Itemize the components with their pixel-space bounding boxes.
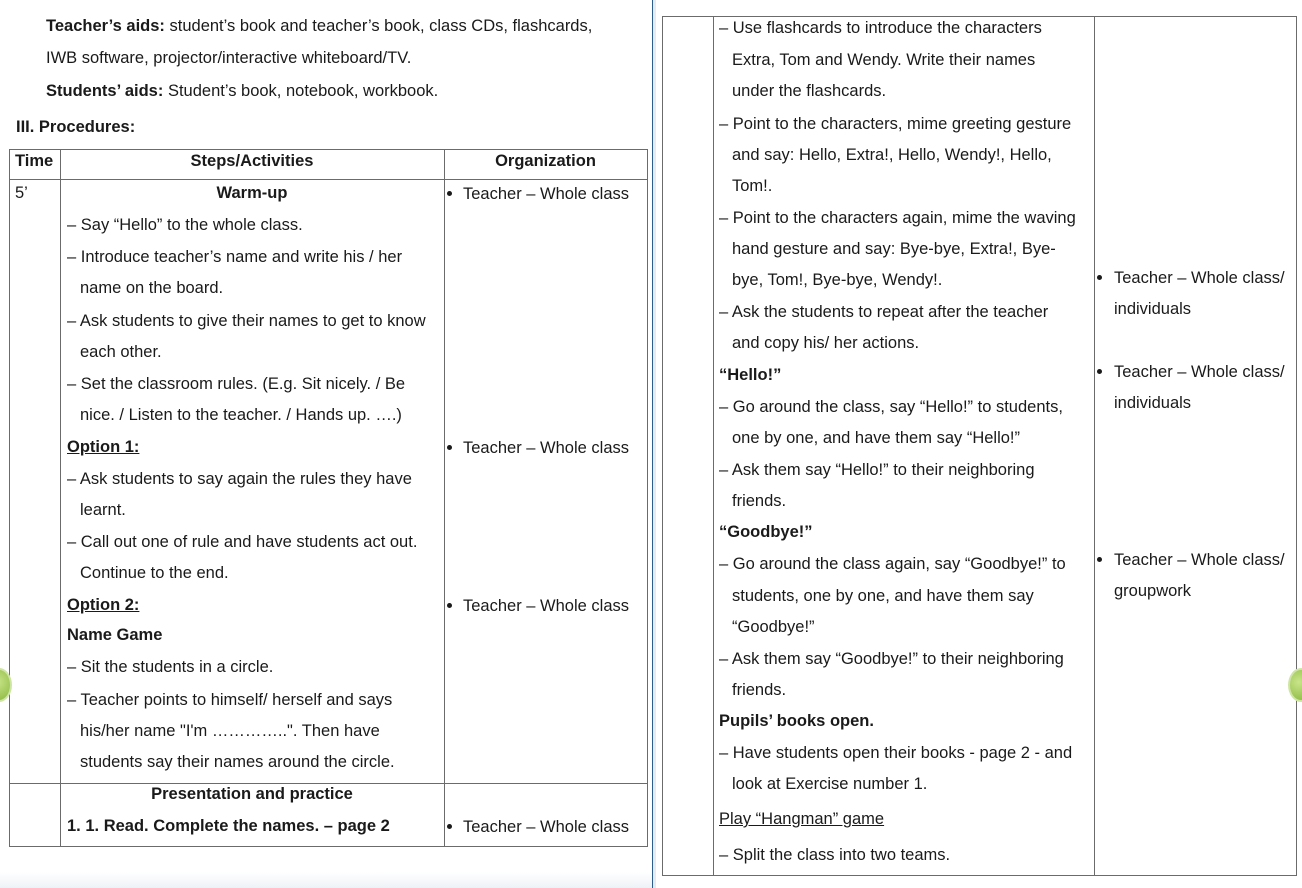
teacher-aids-line-1 [46,16,592,36]
presentation-heading: Presentation and practice [151,785,353,803]
activity-line: nice. / Listen to the teacher. / Hands up. ….) [80,406,402,424]
activity-line: students say their names around the circle. [80,753,395,771]
activity-line: – Ask the students to repeat after the teacher [719,303,1049,321]
activity-line: Continue to the end. [80,564,229,582]
organization-cell: Teacher – Whole class/ [1114,269,1285,287]
pupils-books-heading: Pupils’ books open. [719,712,874,730]
organization-cell: Teacher – Whole class [463,818,629,836]
activity-line: each other. [80,343,162,361]
option-2-heading: Option 2: [67,596,140,614]
bullet-icon [447,603,452,608]
activity-line: – Ask students to say again the rules they have [67,470,412,488]
activity-line: – Ask them say “Goodbye!” to their neighboring [719,650,1064,668]
activity-line: – Call out one of rule and have students act out. [67,533,418,551]
students-aids-label: Students’ aids: [46,82,164,100]
organization-cell: groupwork [1114,582,1192,600]
activity-line: hand gesture and say: Bye-bye, Extra!, Bye- [732,240,1056,258]
bullet-icon [447,824,452,829]
organization-cell: Teacher – Whole class/ [1114,363,1285,381]
warmup-heading: Warm-up [216,184,288,202]
activity-line: name on the board. [80,279,224,297]
name-game-heading: Name Game [67,626,163,644]
organization-cell: Teacher – Whole class/ [1114,551,1285,569]
activity-line: – Go around the class again, say “Goodbye!” to [719,555,1066,573]
activity-line: under the flashcards. [732,82,887,100]
activity-line: Tom!. [732,177,773,195]
activity-line: – Ask students to give their names to get to know [67,312,426,330]
header-organization: Organization [495,152,596,170]
activity-line: Extra, Tom and Wendy. Write their names [732,51,1036,69]
activity-line: and copy his/ her actions. [732,334,920,352]
activity-line: – Point to the characters again, mime the waving [719,209,1076,227]
activity-line: “Goodbye!” [732,618,815,636]
activity-line: – Point to the characters, mime greeting gesture [719,115,1072,133]
organization-cell: Teacher – Whole class [463,597,629,615]
header-steps: Steps/Activities [190,152,314,170]
bullet-icon [447,191,452,196]
bullet-icon [1097,275,1102,280]
students-aids-line [46,81,438,101]
hangman-heading: Play “Hangman” game [719,810,885,828]
time-cell: 5’ [15,184,28,202]
activity-line: – Introduce teacher’s name and write his / her [67,248,403,266]
organization-cell: individuals [1114,300,1192,318]
activity-line: – Have students open their books - page 2 - and [719,744,1073,762]
organization-cell: individuals [1114,394,1192,412]
bullet-icon [1097,369,1102,374]
hello-heading: “Hello!” [719,366,782,384]
organization-cell: Teacher – Whole class [463,185,629,203]
option-1-heading: Option 1: [67,438,140,456]
activity-line: – Split the class into two teams. [719,846,951,864]
activity-line: bye, Tom!, Bye-bye, Wendy!. [732,271,943,289]
activity-line: – Teacher points to himself/ herself and says [67,691,393,709]
header-time: Time [15,152,54,170]
procedures-heading: III. Procedures: [16,118,136,136]
activity-line: one by one, and have them say “Hello!” [732,429,1021,447]
activity-line: look at Exercise number 1. [732,775,928,793]
students-aids-text: Student’s book, notebook, workbook. [163,82,439,100]
bullet-icon [447,445,452,450]
teacher-aids-line-2: IWB software, projector/interactive whiteboard/TV. [46,49,412,67]
activity-line: friends. [732,492,787,510]
activity-line: – Sit the students in a circle. [67,658,274,676]
bullet-icon [1097,557,1102,562]
right-page [656,0,1302,888]
activity-line: students, one by one, and have them say [732,587,1034,605]
activity-line: friends. [732,681,787,699]
activity-line: his/her name "I'm …………..". Then have [80,722,380,740]
teacher-aids-text: student’s book and teacher’s book, class CDs, flashcards, [164,17,593,35]
exercise-line: 1. 1. Read. Complete the names. – page 2 [67,817,390,835]
activity-line: – Ask them say “Hello!” to their neighboring [719,461,1035,479]
organization-cell: Teacher – Whole class [463,439,629,457]
activity-line: – Use flashcards to introduce the characters [719,19,1042,37]
goodbye-heading: “Goodbye!” [719,523,813,541]
teacher-aids-label: Teacher’s aids: [46,17,165,35]
activity-line: and say: Hello, Extra!, Hello, Wendy!, Hello, [732,146,1052,164]
activity-line: – Set the classroom rules. (E.g. Sit nicely. / Be [67,375,406,393]
activity-line: – Say “Hello” to the whole class. [67,216,303,234]
activity-line: learnt. [80,501,126,519]
activity-line: – Go around the class, say “Hello!” to students, [719,398,1063,416]
